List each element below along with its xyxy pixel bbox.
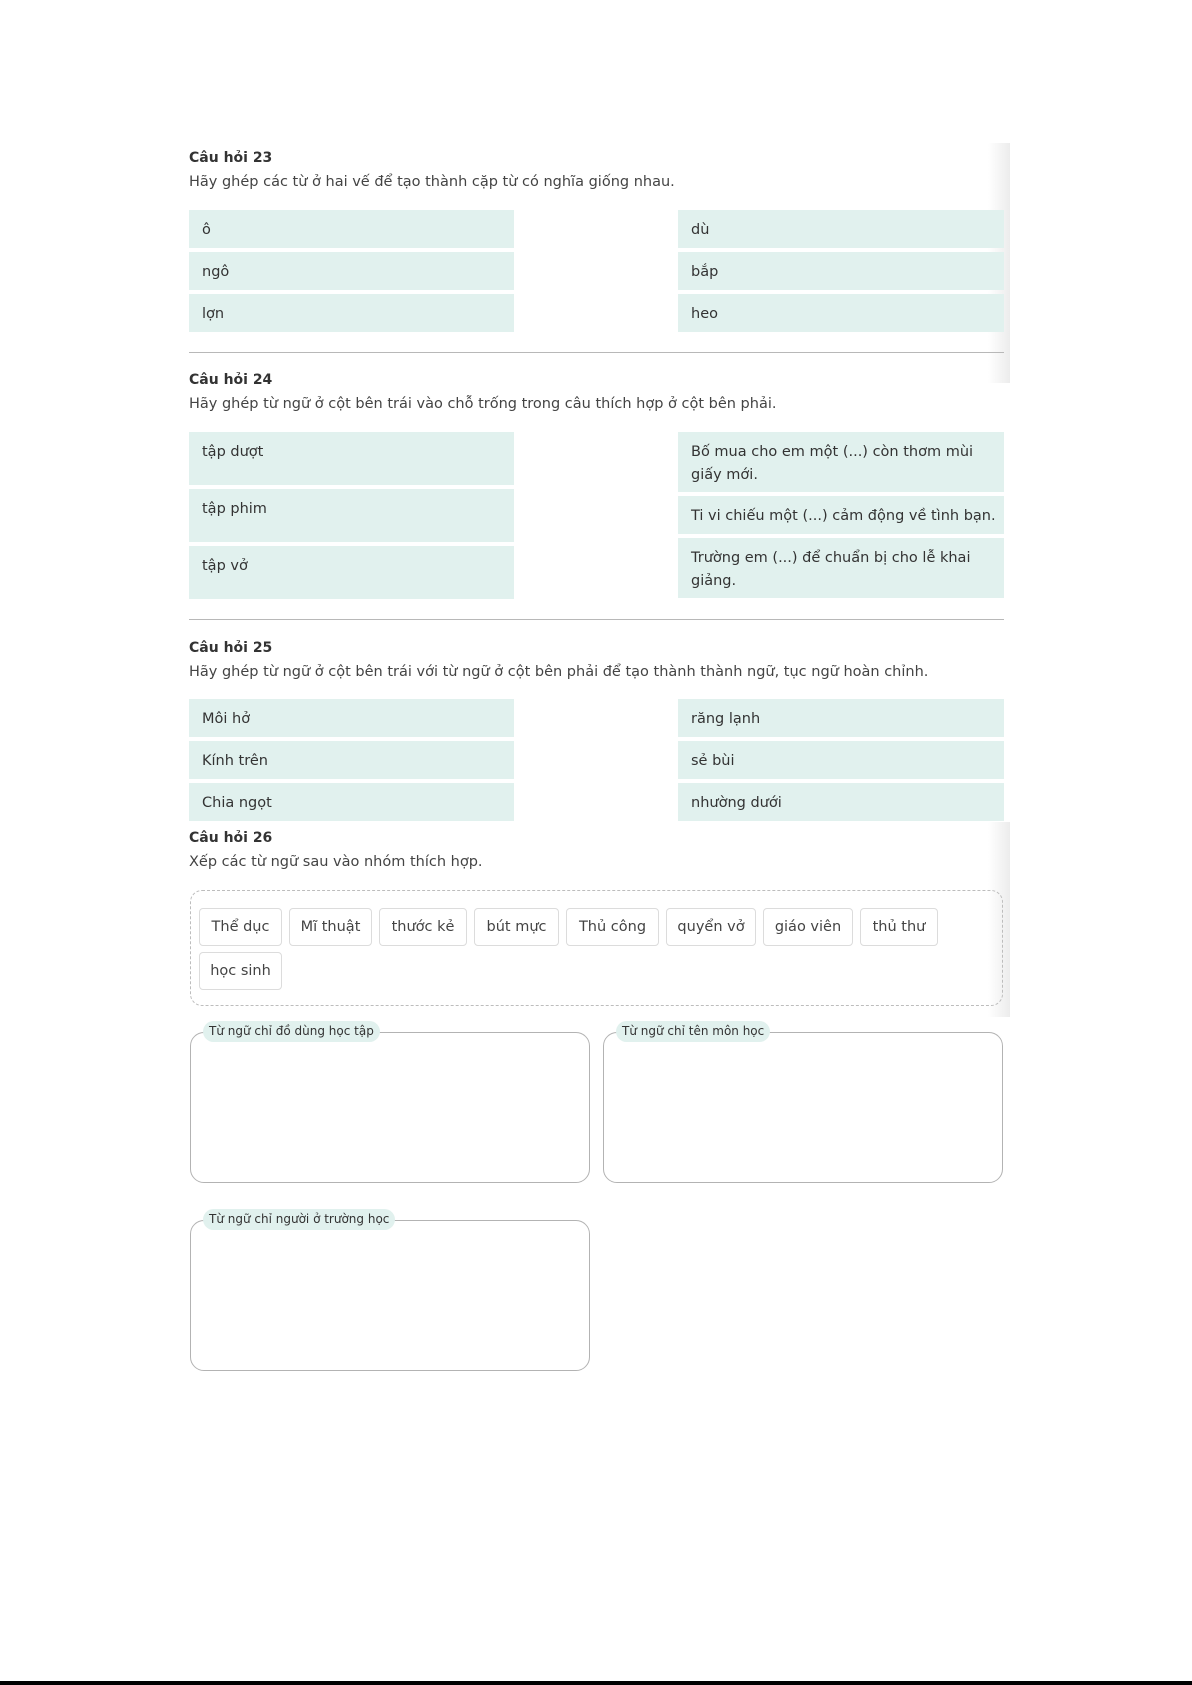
word-chip[interactable]: giáo viên [763, 908, 853, 946]
q26-title: Câu hỏi 26 [189, 830, 273, 846]
group-label: Từ ngữ chỉ đồ dùng học tập [203, 1021, 380, 1042]
word-bank [190, 890, 1003, 1006]
word-chip[interactable]: học sinh [199, 952, 282, 990]
word-chip[interactable]: thước kẻ [379, 908, 467, 946]
q23-title: Câu hỏi 23 [189, 150, 273, 166]
q24-right-item[interactable]: Trường em (...) để chuẩn bị cho lễ khai giảng. [678, 538, 1004, 598]
divider [189, 352, 1004, 353]
q25-right-item[interactable]: răng lạnh [678, 699, 1004, 737]
word-chip[interactable]: bút mực [474, 908, 559, 946]
group-school-subjects[interactable] [603, 1024, 1003, 1183]
q25-left-item[interactable]: Môi hở [189, 699, 514, 737]
q23-description: Hãy ghép các từ ở hai vế để tạo thành cặp từ có nghĩa giống nhau. [189, 174, 675, 190]
divider [189, 619, 1004, 620]
word-chip[interactable]: thủ thư [860, 908, 938, 946]
group-label: Từ ngữ chỉ tên môn học [616, 1021, 770, 1042]
q24-description: Hãy ghép từ ngữ ở cột bên trái vào chỗ trống trong câu thích hợp ở cột bên phải. [189, 396, 777, 412]
q24-left-item[interactable]: tập dượt [189, 432, 514, 485]
q24-title: Câu hỏi 24 [189, 372, 273, 388]
q23-left-item[interactable]: ngô [189, 252, 514, 290]
word-chip[interactable]: Thể dục [199, 908, 282, 946]
q24-left-item[interactable]: tập phim [189, 489, 514, 542]
q25-left-item[interactable]: Kính trên [189, 741, 514, 779]
group-school-supplies[interactable] [190, 1024, 590, 1183]
q25-description: Hãy ghép từ ngữ ở cột bên trái với từ ngữ ở cột bên phải để tạo thành thành ngữ, tục ngữ hoàn chỉnh. [189, 664, 929, 680]
q26-description: Xếp các từ ngữ sau vào nhóm thích hợp. [189, 854, 483, 870]
q23-right-item[interactable]: heo [678, 294, 1004, 332]
word-chip[interactable]: Thủ công [566, 908, 659, 946]
word-chip[interactable]: Mĩ thuật [289, 908, 372, 946]
group-label: Từ ngữ chỉ người ở trường học [203, 1209, 395, 1230]
q24-right-item[interactable]: Bố mua cho em một (...) còn thơm mùi giấy mới. [678, 432, 1004, 492]
q25-left-item[interactable]: Chia ngọt [189, 783, 514, 821]
q23-left-item[interactable]: ô [189, 210, 514, 248]
word-chip[interactable]: quyển vở [666, 908, 756, 946]
q24-left-item[interactable]: tập vở [189, 546, 514, 599]
q25-right-item[interactable]: sẻ bùi [678, 741, 1004, 779]
q23-right-item[interactable]: bắp [678, 252, 1004, 290]
q23-right-item[interactable]: dù [678, 210, 1004, 248]
q23-left-item[interactable]: lợn [189, 294, 514, 332]
bottom-bar [0, 1681, 1192, 1685]
q25-right-item[interactable]: nhường dưới [678, 783, 1004, 821]
group-school-people[interactable] [190, 1212, 590, 1371]
q25-title: Câu hỏi 25 [189, 640, 273, 656]
q24-right-item[interactable]: Ti vi chiếu một (...) cảm động về tình bạn. [678, 496, 1004, 534]
